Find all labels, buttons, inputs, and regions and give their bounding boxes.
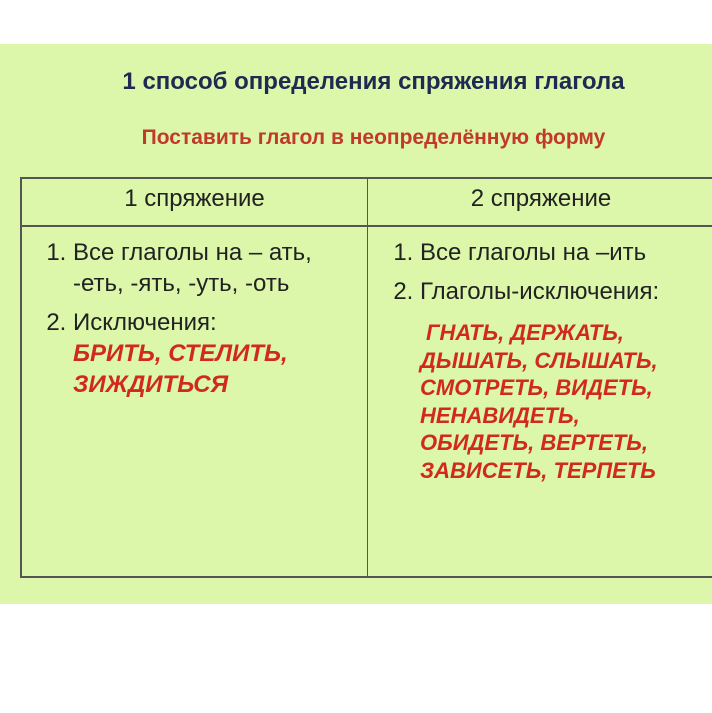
header-divider <box>22 225 712 227</box>
exceptions-label: Исключения: <box>73 309 217 336</box>
header-second-conjugation: 2 спряжение <box>470 185 612 212</box>
first-conjugation-list <box>28 237 358 400</box>
second-conjugation-list <box>375 237 711 307</box>
slide-title: 1 способ определения спряжения глагола <box>122 68 625 95</box>
second-conjugation-exceptions <box>420 319 711 484</box>
exception-line: ОБИДЕТЬ, ВЕРТЕТЬ, <box>420 430 648 455</box>
slide <box>0 44 712 604</box>
first-conjugation-exceptions: БРИТЬ, СТЕЛИТЬ, ЗИЖДИТЬСЯ <box>73 340 288 398</box>
second-conjugation-rule: 1. Все глаголы на –ить <box>420 237 711 268</box>
first-conjugation-rule: 1. Все глаголы на – ать, -еть, -ять, -уть, -оть <box>73 237 358 299</box>
conjugation-table <box>20 177 712 578</box>
second-conjugation-cell <box>375 237 711 484</box>
exception-line: ДЫШАТЬ, СЛЫШАТЬ, <box>420 347 658 373</box>
second-conjugation-exceptions-label: 2. Глаголы-исключения: <box>420 276 711 307</box>
header-first-conjugation: 1 спряжение <box>124 185 265 212</box>
first-conjugation-exceptions-item <box>73 307 358 400</box>
column-divider <box>367 179 368 576</box>
first-conjugation-cell <box>28 237 358 408</box>
exception-line: НЕНАВИДЕТЬ, <box>420 402 580 428</box>
slide-subtitle: Поставить глагол в неопределённую форму <box>141 126 606 149</box>
exception-line: ЗАВИСЕТЬ, ТЕРПЕТЬ <box>420 457 656 483</box>
exception-line: ГНАТЬ, ДЕРЖАТЬ, <box>426 320 624 345</box>
exception-line: СМОТРЕТЬ, ВИДЕТЬ, <box>420 375 653 400</box>
